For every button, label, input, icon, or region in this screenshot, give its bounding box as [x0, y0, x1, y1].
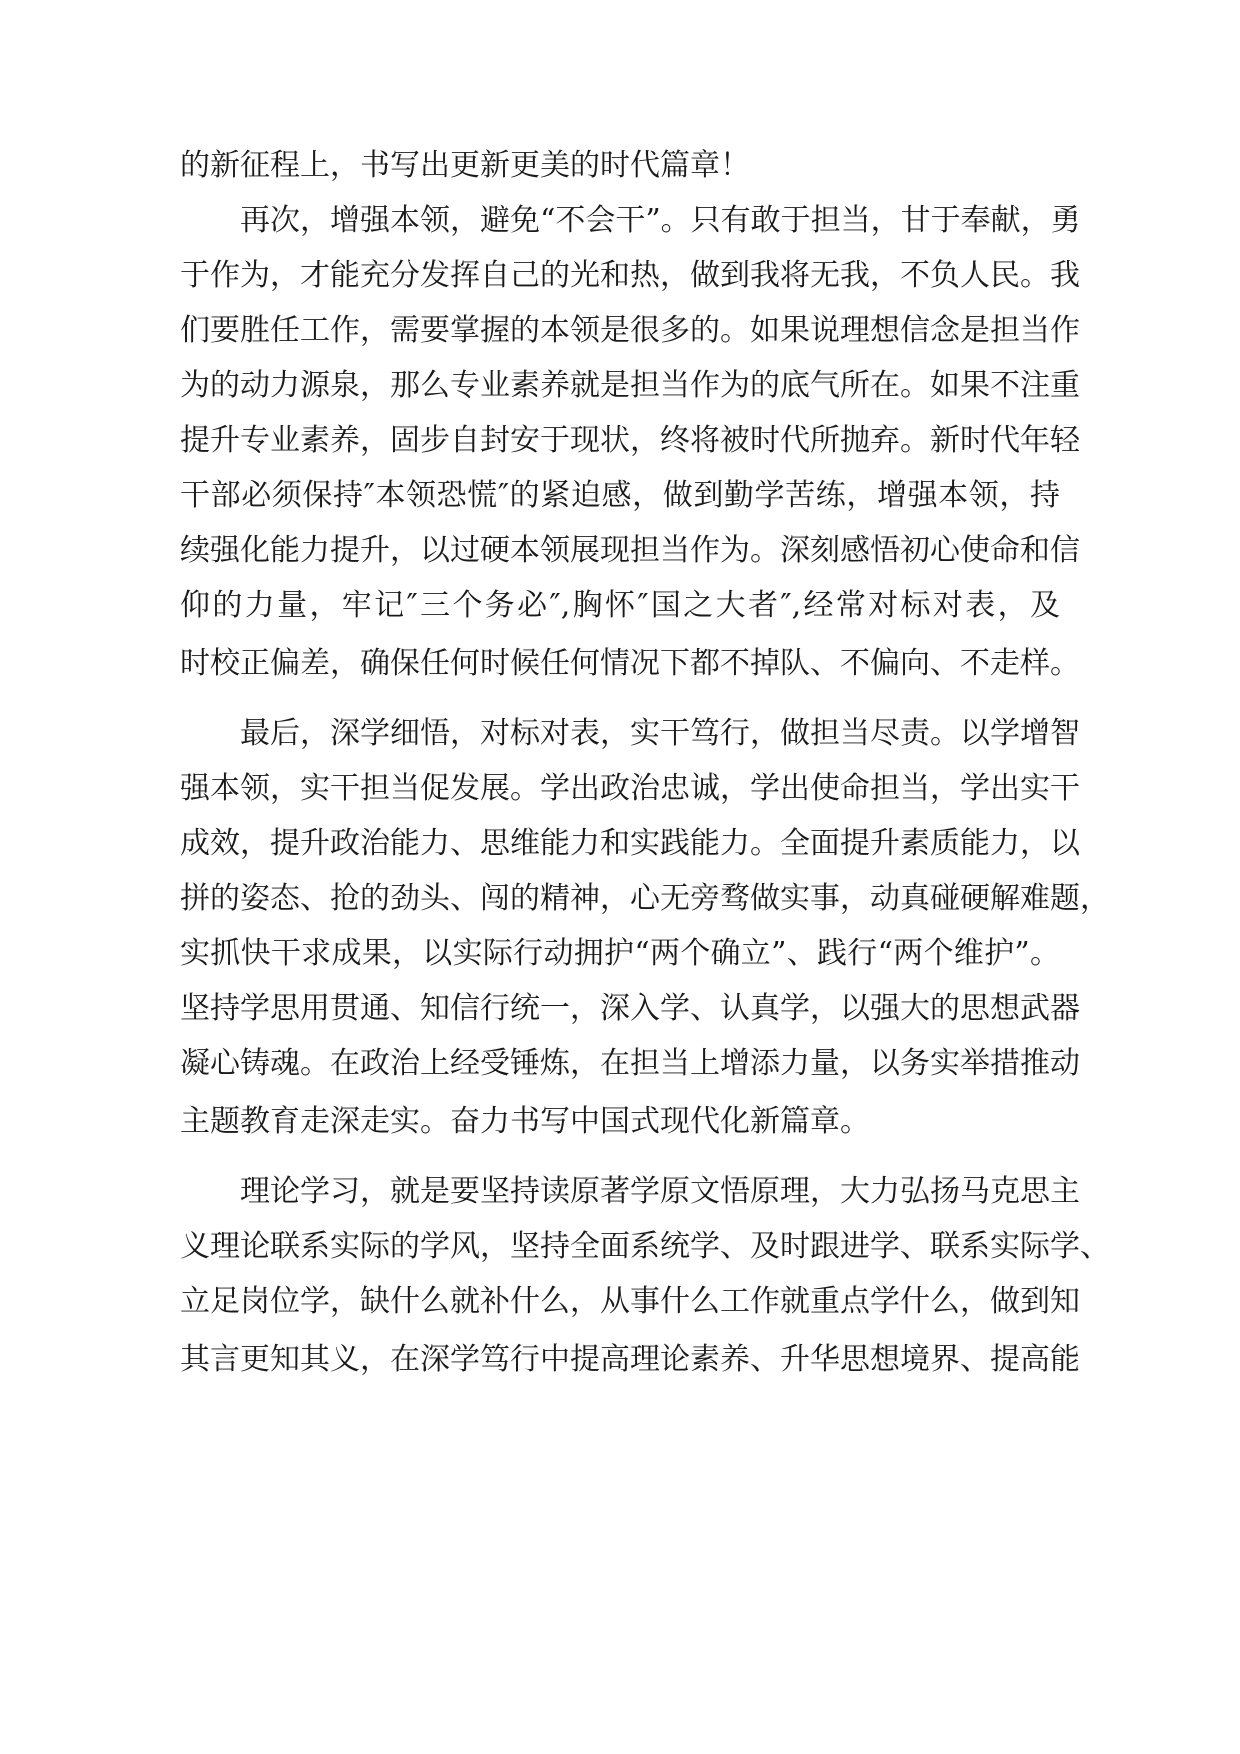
text-line: 们要胜任工作，需要掌握的本领是很多的。如果说理想信念是担当作 [180, 313, 1080, 348]
text-line: 拼的姿态、抢的劲头、闯的精神，心无旁骛做实事，动真碰硬解难题， [180, 881, 1110, 916]
text-line: 主题教育走深走实。奋力书写中国式现代化新篇章。 [180, 1104, 870, 1139]
text-line: 其言更知其义，在深学笃行中提高理论素养、升华思想境界、提高能 [180, 1342, 1080, 1377]
text-line: 坚持学思用贯通、知信行统一，深入学、认真学，以强大的思想武器 [180, 991, 1080, 1026]
text-line: 义理论联系实际的学风，坚持全面系统学、及时跟进学、联系实际学、 [180, 1229, 1110, 1264]
text-line: 强本领，实干担当促发展。学出政治忠诚，学出使命担当，学出实干 [180, 771, 1080, 806]
text-line: 干部必须保持″本领恐慌″的紧迫感，做到勤学苦练，增强本领，持 [180, 478, 1060, 513]
text-line: 再次，增强本领，避免“不会干”。只有敢于担当，甘于奉献，勇 [240, 203, 1081, 238]
text-line: 仰的力量，牢记″三个务必″,胸怀″国之大者″,经常对标对表，及 [180, 588, 1060, 623]
text-line: 提升专业素养，固步自封安于现状，终将被时代所抛弃。新时代年轻 [180, 423, 1080, 458]
text-line: 于作为，才能充分发挥自己的光和热，做到我将无我，不负人民。我 [180, 258, 1080, 293]
text-line: 续强化能力提升，以过硬本领展现担当作为。深刻感悟初心使命和信 [180, 533, 1080, 568]
text-line: 实抓快干求成果，以实际行动拥护“两个确立”、践行“两个维护”。 [180, 936, 1060, 971]
text-line: 最后，深学细悟，对标对表，实干笃行，做担当尽责。以学增智 [240, 716, 1080, 751]
text-line: 的新征程上，书写出更新更美的时代篇章！ [180, 148, 750, 183]
text-line: 立足岗位学，缺什么就补什么，从事什么工作就重点学什么，做到知 [180, 1284, 1080, 1319]
text-line: 时校正偏差，确保任何时候任何情况下都不掉队、不偏向、不走样。 [180, 646, 1080, 681]
text-line: 为的动力源泉，那么专业素养就是担当作为的底气所在。如果不注重 [180, 368, 1080, 403]
text-line: 成效，提升政治能力、思维能力和实践能力。全面提升素质能力，以 [180, 826, 1080, 861]
text-line: 凝心铸魂。在政治上经受锤炼，在担当上增添力量，以务实举措推动 [180, 1046, 1080, 1081]
text-line: 理论学习，就是要坚持读原著学原文悟原理，大力弘扬马克思主 [240, 1174, 1080, 1209]
